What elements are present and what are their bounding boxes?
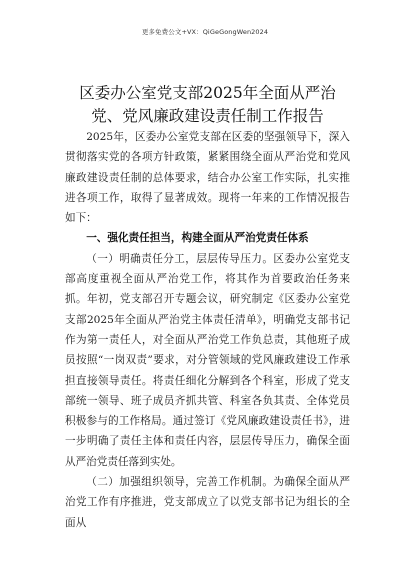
intro-paragraph: 2025年，区委办公室党支部在区委的坚强领导下，深入贯彻落实党的各项方针政策，紧紧围绕全面从严治党和党风廉政建设责任制的总体要求，结合办公室工作实际，扎实推进各项工作，取得了显著成效。现将一年来的工作情况报告如下： [65,131,350,225]
paragraph-organization: （二）加强组织领导，完善工作机制。为确保全面从严治党工作有序推进，党支部成立了以党支部书记为组长的全面从 [65,476,350,529]
header-note: 更多免费公文+VX：QiGeGongWen2024 [141,28,269,36]
paragraph-responsibility: （一）明确责任分工，层层传导压力。区委办公室党支部高度重视全面从严治党工作，将其作为首要政治任务来抓。年初，党支部召开专题会议，研究制定《区委办公室党支部2025年全面从严治党主体责任清单》，明确党支部书记作为第一责任人，对全面从严治党工作负总责，其他班子成员按照“一岗双责”要求，对分管领域的党风廉政建设工作承担直接领导责任。将责任细化分解到各个科室，形成了党支部统一领导、班子成员齐抓共管、科室各负其责、全体党员积极参与的工作格局。通过签订《党风廉政建设责任书》，进一步明确了责任主体和责任内容，层层传导压力，确保全面从严治党责任落到实处。 [65,252,350,468]
page-title: 区委办公室党支部2025年全面从严治党、党风廉政建设责任制工作报告 [79,84,336,125]
document-body [65,127,350,533]
section-heading: 一、强化责任担当，构建全面从严治党责任体系 [86,232,309,245]
